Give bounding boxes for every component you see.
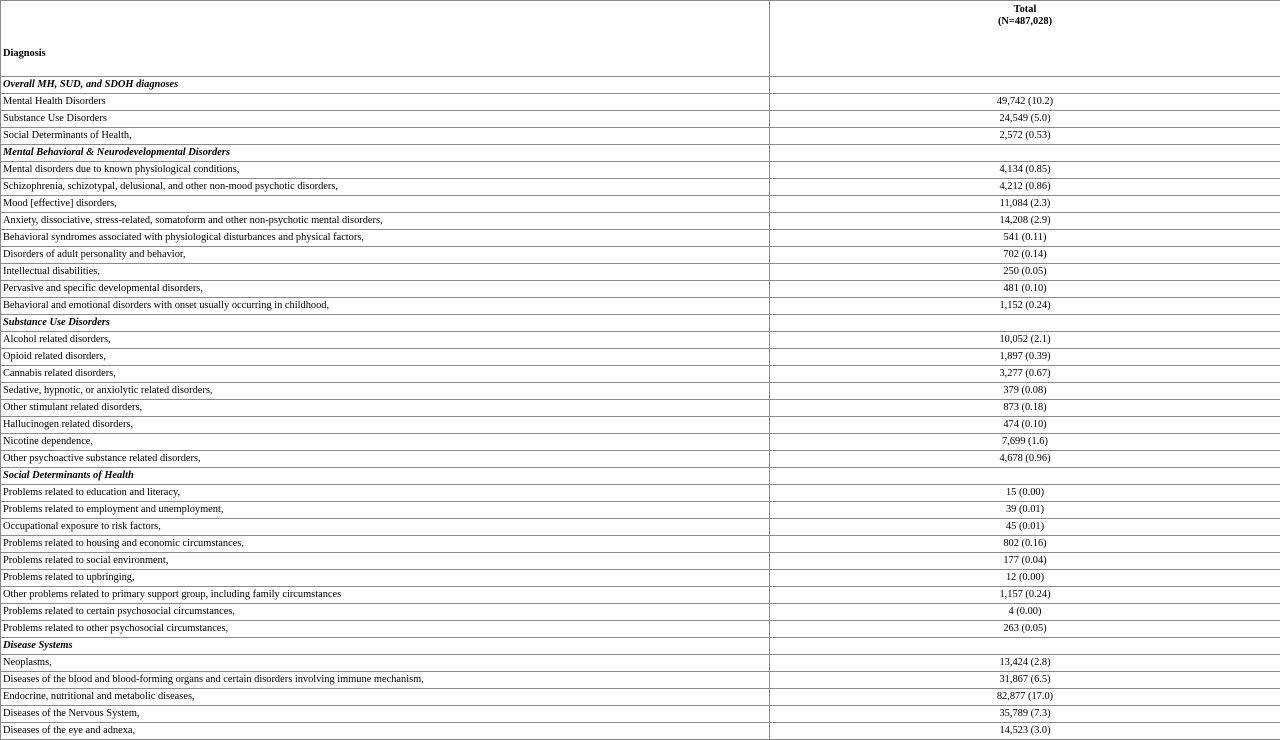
total-value: 4,212 (0.86) [770,179,1280,196]
total-value: 4 (0.00) [770,604,1280,621]
diagnosis-label: Problems related to education and literacy, [1,485,770,502]
diagnosis-column-header: Diagnosis [1,1,770,77]
section-title: Overall MH, SUD, and SDOH diagnoses [1,77,770,94]
table-row [1,128,1280,145]
diagnosis-label: Disorders of adult personality and behavior, [1,247,770,264]
table-row [1,247,1280,264]
total-value: 4,678 (0.96) [770,451,1280,468]
section-title: Disease Systems [1,638,770,655]
total-label: Total [772,4,1278,16]
diagnosis-label: Intellectual disabilities, [1,264,770,281]
total-value: 481 (0.10) [770,281,1280,298]
table-row [1,281,1280,298]
table-row [1,570,1280,587]
total-value: 49,742 (10.2) [770,94,1280,111]
table-body [1,77,1280,740]
table-row [1,621,1280,638]
total-value: 7,699 (1.6) [770,434,1280,451]
table-row [1,213,1280,230]
total-value: 82,877 (17.0) [770,689,1280,706]
diagnosis-label: Mental Health Disorders [1,94,770,111]
table-row [1,604,1280,621]
total-value: 14,523 (3.0) [770,723,1280,740]
total-value: 1,152 (0.24) [770,298,1280,315]
section-title: Substance Use Disorders [1,315,770,332]
table-row [1,689,1280,706]
table-row [1,587,1280,604]
section-value-cell [770,145,1280,162]
diagnosis-label: Behavioral and emotional disorders with onset usually occurring in childhood, [1,298,770,315]
section-value-cell [770,638,1280,655]
table-row [1,553,1280,570]
total-value: 11,084 (2.3) [770,196,1280,213]
total-value: 177 (0.04) [770,553,1280,570]
total-value: 802 (0.16) [770,536,1280,553]
diagnosis-label: Mood [effective] disorders, [1,196,770,213]
total-value: 541 (0.11) [770,230,1280,247]
diagnosis-label: Other problems related to primary support group, including family circumstances [1,587,770,604]
diagnosis-label: Sedative, hypnotic, or anxiolytic related disorders, [1,383,770,400]
table-row [1,94,1280,111]
total-column-header [770,1,1280,77]
section-header-row [1,315,1280,332]
diagnosis-label: Problems related to certain psychosocial circumstances, [1,604,770,621]
total-value: 263 (0.05) [770,621,1280,638]
table-row [1,400,1280,417]
total-value: 1,157 (0.24) [770,587,1280,604]
diagnosis-label: Nicotine dependence, [1,434,770,451]
section-header-row [1,638,1280,655]
table-row [1,366,1280,383]
diagnosis-label: Problems related to upbringing, [1,570,770,587]
total-value: 1,897 (0.39) [770,349,1280,366]
diagnosis-label: Other psychoactive substance related disorders, [1,451,770,468]
table-row [1,536,1280,553]
section-title: Social Determinants of Health [1,468,770,485]
diagnosis-label: Mental disorders due to known physiological conditions, [1,162,770,179]
diagnosis-label: Other stimulant related disorders, [1,400,770,417]
table-row [1,519,1280,536]
table-header-row [1,1,1280,77]
diagnosis-label: Alcohol related disorders, [1,332,770,349]
diagnosis-label: Cannabis related disorders, [1,366,770,383]
table-row [1,485,1280,502]
diagnosis-label: Occupational exposure to risk factors, [1,519,770,536]
section-header-row [1,145,1280,162]
table-row [1,655,1280,672]
diagnosis-label: Behavioral syndromes associated with physiological disturbances and physical factors, [1,230,770,247]
section-value-cell [770,315,1280,332]
diagnosis-label: Opioid related disorders, [1,349,770,366]
total-value: 3,277 (0.67) [770,366,1280,383]
total-value: 4,134 (0.85) [770,162,1280,179]
table-row [1,196,1280,213]
table-row [1,434,1280,451]
diagnosis-label: Hallucinogen related disorders, [1,417,770,434]
total-value: 702 (0.14) [770,247,1280,264]
total-value: 873 (0.18) [770,400,1280,417]
section-value-cell [770,77,1280,94]
table-row [1,230,1280,247]
total-value: 15 (0.00) [770,485,1280,502]
total-value: 10,052 (2.1) [770,332,1280,349]
total-value: 2,572 (0.53) [770,128,1280,145]
table-row [1,706,1280,723]
total-value: 379 (0.08) [770,383,1280,400]
table-row [1,383,1280,400]
table-row [1,672,1280,689]
table-row [1,264,1280,281]
diagnosis-label: Pervasive and specific developmental disorders, [1,281,770,298]
diagnosis-label: Anxiety, dissociative, stress-related, somatoform and other non-psychotic mental disorders, [1,213,770,230]
section-header-row [1,77,1280,94]
diagnosis-label: Problems related to housing and economic circumstances, [1,536,770,553]
total-value: 31,867 (6.5) [770,672,1280,689]
total-value: 24,549 (5.0) [770,111,1280,128]
table-row [1,111,1280,128]
total-value: 474 (0.10) [770,417,1280,434]
table-row [1,179,1280,196]
table-row [1,723,1280,740]
diagnosis-label: Schizophrenia, schizotypal, delusional, and other non-mood psychotic disorders, [1,179,770,196]
table-row [1,451,1280,468]
total-value: 12 (0.00) [770,570,1280,587]
total-value: 250 (0.05) [770,264,1280,281]
diagnosis-label: Problems related to social environment, [1,553,770,570]
section-value-cell [770,468,1280,485]
section-title: Mental Behavioral & Neurodevelopmental Disorders [1,145,770,162]
diagnosis-label: Problems related to other psychosocial circumstances, [1,621,770,638]
diagnosis-label: Endocrine, nutritional and metabolic diseases, [1,689,770,706]
total-n: (N=487,028) [772,16,1278,28]
total-value: 14,208 (2.9) [770,213,1280,230]
diagnosis-label: Substance Use Disorders [1,111,770,128]
diagnosis-label: Diseases of the eye and adnexa, [1,723,770,740]
diagnosis-label: Diseases of the Nervous System, [1,706,770,723]
section-header-row [1,468,1280,485]
table-row [1,298,1280,315]
table-row [1,502,1280,519]
table-row [1,349,1280,366]
table-row [1,332,1280,349]
total-value: 13,424 (2.8) [770,655,1280,672]
diagnosis-label: Neoplasms, [1,655,770,672]
total-value: 39 (0.01) [770,502,1280,519]
table-row [1,162,1280,179]
diagnosis-label: Diseases of the blood and blood-forming organs and certain disorders involving immune mechanism, [1,672,770,689]
diagnosis-label: Problems related to employment and unemployment, [1,502,770,519]
total-value: 45 (0.01) [770,519,1280,536]
table-row [1,417,1280,434]
diagnosis-label: Social Determinants of Health, [1,128,770,145]
total-value: 35,789 (7.3) [770,706,1280,723]
